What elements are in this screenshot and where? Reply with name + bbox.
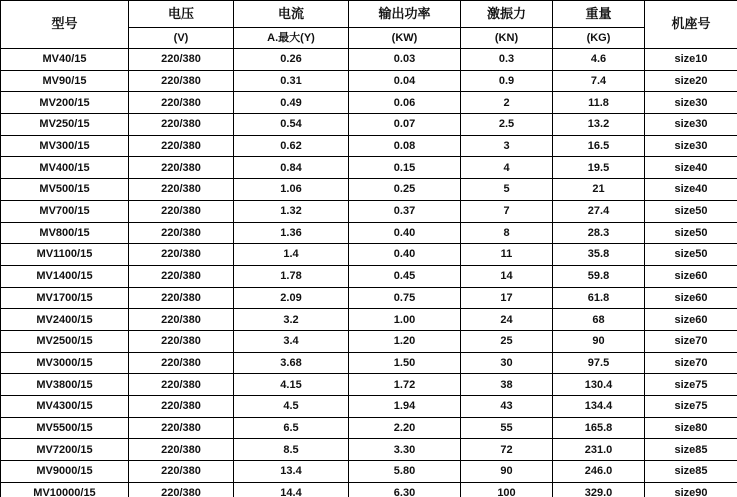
cell-weight: 28.3 [553, 222, 645, 244]
cell-output-power: 1.00 [349, 309, 461, 331]
cell-frame-size: size20 [645, 70, 737, 92]
cell-voltage: 220/380 [129, 222, 234, 244]
cell-frame-size: size70 [645, 352, 737, 374]
cell-exciting-force: 72 [461, 439, 553, 461]
cell-output-power: 0.08 [349, 135, 461, 157]
cell-model: MV9000/15 [1, 461, 129, 483]
table-row [1, 309, 737, 331]
unit-header-current: A.最大(Y) [234, 28, 349, 49]
cell-exciting-force: 100 [461, 482, 553, 497]
cell-output-power: 0.40 [349, 222, 461, 244]
column-header-output-power: 输出功率 [349, 1, 461, 28]
cell-model: MV1100/15 [1, 244, 129, 266]
cell-weight: 165.8 [553, 417, 645, 439]
cell-output-power: 0.07 [349, 114, 461, 136]
cell-weight: 130.4 [553, 374, 645, 396]
cell-output-power: 1.72 [349, 374, 461, 396]
cell-voltage: 220/380 [129, 244, 234, 266]
cell-weight: 19.5 [553, 157, 645, 179]
cell-weight: 4.6 [553, 49, 645, 71]
cell-current: 6.5 [234, 417, 349, 439]
cell-output-power: 5.80 [349, 461, 461, 483]
cell-exciting-force: 25 [461, 330, 553, 352]
cell-frame-size: size40 [645, 179, 737, 201]
table-row [1, 114, 737, 136]
cell-current: 13.4 [234, 461, 349, 483]
cell-output-power: 0.25 [349, 179, 461, 201]
column-header-voltage: 电压 [129, 1, 234, 28]
cell-voltage: 220/380 [129, 135, 234, 157]
cell-output-power: 0.37 [349, 200, 461, 222]
cell-exciting-force: 4 [461, 157, 553, 179]
cell-output-power: 1.20 [349, 330, 461, 352]
cell-exciting-force: 5 [461, 179, 553, 201]
cell-weight: 134.4 [553, 396, 645, 418]
table-row [1, 374, 737, 396]
cell-model: MV3000/15 [1, 352, 129, 374]
cell-frame-size: size75 [645, 374, 737, 396]
cell-voltage: 220/380 [129, 92, 234, 114]
cell-model: MV10000/15 [1, 482, 129, 497]
table-header [1, 1, 737, 49]
cell-weight: 7.4 [553, 70, 645, 92]
cell-voltage: 220/380 [129, 287, 234, 309]
cell-model: MV200/15 [1, 92, 129, 114]
cell-current: 0.26 [234, 49, 349, 71]
cell-current: 3.2 [234, 309, 349, 331]
cell-current: 4.15 [234, 374, 349, 396]
cell-output-power: 0.06 [349, 92, 461, 114]
cell-current: 8.5 [234, 439, 349, 461]
cell-frame-size: size85 [645, 461, 737, 483]
table-row [1, 265, 737, 287]
cell-frame-size: size30 [645, 114, 737, 136]
table-row [1, 417, 737, 439]
cell-model: MV7200/15 [1, 439, 129, 461]
cell-exciting-force: 24 [461, 309, 553, 331]
cell-exciting-force: 3 [461, 135, 553, 157]
cell-current: 4.5 [234, 396, 349, 418]
cell-frame-size: size60 [645, 265, 737, 287]
cell-current: 3.68 [234, 352, 349, 374]
cell-model: MV2500/15 [1, 330, 129, 352]
cell-voltage: 220/380 [129, 439, 234, 461]
cell-model: MV250/15 [1, 114, 129, 136]
cell-output-power: 1.94 [349, 396, 461, 418]
column-header-frame-size: 机座号 [645, 1, 737, 49]
column-header-current: 电流 [234, 1, 349, 28]
unit-header-output-power: (KW) [349, 28, 461, 49]
cell-exciting-force: 17 [461, 287, 553, 309]
table-row [1, 70, 737, 92]
cell-output-power: 0.40 [349, 244, 461, 266]
header-row-main [1, 1, 737, 28]
cell-voltage: 220/380 [129, 352, 234, 374]
table-body [1, 49, 737, 497]
cell-exciting-force: 30 [461, 352, 553, 374]
cell-output-power: 6.30 [349, 482, 461, 497]
table-row [1, 244, 737, 266]
unit-header-exciting-force: (KN) [461, 28, 553, 49]
table-row [1, 49, 737, 71]
cell-model: MV3800/15 [1, 374, 129, 396]
column-header-exciting-force: 激振力 [461, 1, 553, 28]
cell-weight: 61.8 [553, 287, 645, 309]
cell-model: MV40/15 [1, 49, 129, 71]
table-row [1, 135, 737, 157]
cell-frame-size: size40 [645, 157, 737, 179]
table-row [1, 482, 737, 497]
cell-voltage: 220/380 [129, 417, 234, 439]
cell-current: 0.49 [234, 92, 349, 114]
cell-weight: 329.0 [553, 482, 645, 497]
cell-model: MV400/15 [1, 157, 129, 179]
table-row [1, 287, 737, 309]
cell-frame-size: size50 [645, 222, 737, 244]
cell-exciting-force: 7 [461, 200, 553, 222]
table-row [1, 396, 737, 418]
cell-weight: 97.5 [553, 352, 645, 374]
cell-exciting-force: 43 [461, 396, 553, 418]
table-row [1, 330, 737, 352]
cell-model: MV1400/15 [1, 265, 129, 287]
table-row [1, 92, 737, 114]
column-header-weight: 重量 [553, 1, 645, 28]
table-row [1, 352, 737, 374]
cell-voltage: 220/380 [129, 49, 234, 71]
cell-exciting-force: 2.5 [461, 114, 553, 136]
cell-current: 0.31 [234, 70, 349, 92]
cell-voltage: 220/380 [129, 200, 234, 222]
cell-weight: 231.0 [553, 439, 645, 461]
cell-output-power: 0.45 [349, 265, 461, 287]
cell-current: 1.4 [234, 244, 349, 266]
cell-current: 0.84 [234, 157, 349, 179]
cell-frame-size: size60 [645, 287, 737, 309]
cell-exciting-force: 55 [461, 417, 553, 439]
cell-output-power: 0.03 [349, 49, 461, 71]
cell-model: MV5500/15 [1, 417, 129, 439]
table-row [1, 200, 737, 222]
cell-output-power: 0.04 [349, 70, 461, 92]
cell-current: 2.09 [234, 287, 349, 309]
cell-output-power: 2.20 [349, 417, 461, 439]
cell-voltage: 220/380 [129, 330, 234, 352]
cell-frame-size: size50 [645, 200, 737, 222]
cell-frame-size: size80 [645, 417, 737, 439]
cell-voltage: 220/380 [129, 309, 234, 331]
cell-model: MV1700/15 [1, 287, 129, 309]
unit-header-weight: (KG) [553, 28, 645, 49]
cell-voltage: 220/380 [129, 396, 234, 418]
cell-frame-size: size70 [645, 330, 737, 352]
cell-current: 0.54 [234, 114, 349, 136]
cell-model: MV700/15 [1, 200, 129, 222]
cell-voltage: 220/380 [129, 265, 234, 287]
cell-frame-size: size75 [645, 396, 737, 418]
table-row [1, 461, 737, 483]
cell-current: 1.06 [234, 179, 349, 201]
cell-model: MV4300/15 [1, 396, 129, 418]
cell-current: 1.78 [234, 265, 349, 287]
cell-exciting-force: 2 [461, 92, 553, 114]
cell-frame-size: size10 [645, 49, 737, 71]
cell-current: 1.36 [234, 222, 349, 244]
cell-exciting-force: 0.3 [461, 49, 553, 71]
cell-frame-size: size60 [645, 309, 737, 331]
cell-weight: 59.8 [553, 265, 645, 287]
unit-header-voltage: (V) [129, 28, 234, 49]
cell-current: 1.32 [234, 200, 349, 222]
cell-weight: 21 [553, 179, 645, 201]
cell-weight: 16.5 [553, 135, 645, 157]
cell-frame-size: size30 [645, 92, 737, 114]
cell-weight: 90 [553, 330, 645, 352]
cell-voltage: 220/380 [129, 461, 234, 483]
cell-exciting-force: 8 [461, 222, 553, 244]
cell-weight: 11.8 [553, 92, 645, 114]
cell-voltage: 220/380 [129, 374, 234, 396]
cell-model: MV2400/15 [1, 309, 129, 331]
cell-frame-size: size50 [645, 244, 737, 266]
cell-frame-size: size30 [645, 135, 737, 157]
cell-exciting-force: 0.9 [461, 70, 553, 92]
cell-current: 14.4 [234, 482, 349, 497]
table-row [1, 222, 737, 244]
column-header-model: 型号 [1, 1, 129, 49]
cell-output-power: 3.30 [349, 439, 461, 461]
cell-exciting-force: 38 [461, 374, 553, 396]
cell-weight: 35.8 [553, 244, 645, 266]
cell-output-power: 0.15 [349, 157, 461, 179]
table-row [1, 157, 737, 179]
cell-output-power: 1.50 [349, 352, 461, 374]
cell-output-power: 0.75 [349, 287, 461, 309]
cell-current: 3.4 [234, 330, 349, 352]
cell-model: MV500/15 [1, 179, 129, 201]
cell-weight: 27.4 [553, 200, 645, 222]
cell-weight: 68 [553, 309, 645, 331]
cell-exciting-force: 90 [461, 461, 553, 483]
cell-frame-size: size90 [645, 482, 737, 497]
cell-frame-size: size85 [645, 439, 737, 461]
cell-voltage: 220/380 [129, 114, 234, 136]
cell-weight: 246.0 [553, 461, 645, 483]
cell-model: MV300/15 [1, 135, 129, 157]
cell-model: MV90/15 [1, 70, 129, 92]
cell-weight: 13.2 [553, 114, 645, 136]
cell-voltage: 220/380 [129, 179, 234, 201]
cell-current: 0.62 [234, 135, 349, 157]
table-row [1, 439, 737, 461]
cell-voltage: 220/380 [129, 482, 234, 497]
cell-voltage: 220/380 [129, 70, 234, 92]
cell-model: MV800/15 [1, 222, 129, 244]
cell-exciting-force: 14 [461, 265, 553, 287]
table-row [1, 179, 737, 201]
cell-exciting-force: 11 [461, 244, 553, 266]
cell-voltage: 220/380 [129, 157, 234, 179]
